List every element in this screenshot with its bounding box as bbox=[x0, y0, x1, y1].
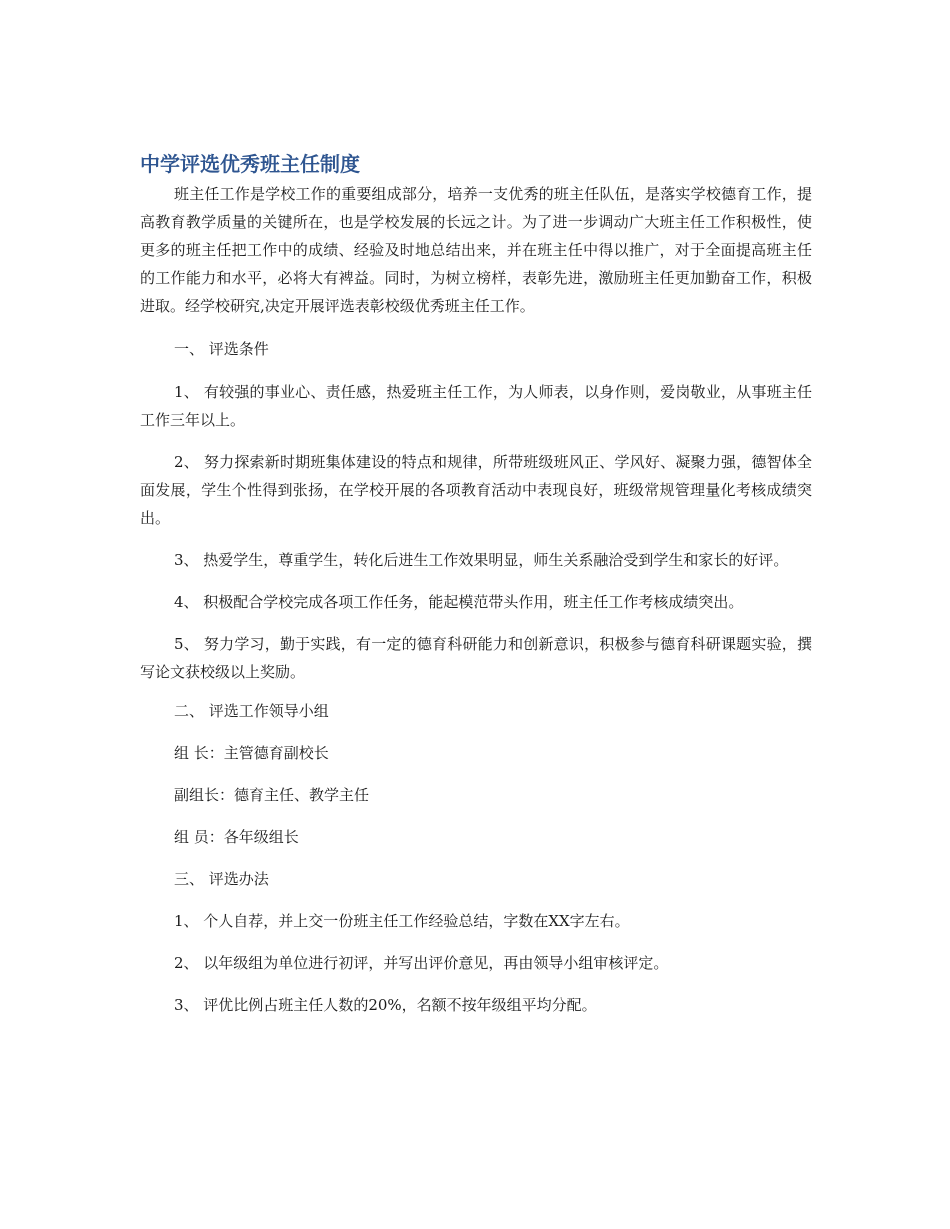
method-item-1: 1、 个人自荐，并上交一份班主任工作经验总结，字数在XX字左右。 bbox=[174, 912, 630, 930]
section-heading-criteria: 一、 评选条件 bbox=[174, 340, 269, 358]
document-page bbox=[140, 150, 812, 1019]
committee-members: 组 员：各年级组长 bbox=[174, 828, 299, 846]
section-heading-method: 三、 评选办法 bbox=[174, 870, 269, 888]
document-title: 中学评选优秀班主任制度 bbox=[140, 152, 360, 176]
method-item-3: 3、 评优比例占班主任人数的20%，名额不按年级组平均分配。 bbox=[174, 996, 597, 1014]
method-item-2: 2、 以年级组为单位进行初评，并写出评价意见，再由领导小组审核评定。 bbox=[174, 954, 669, 972]
section-heading-committee: 二、 评选工作领导小组 bbox=[174, 702, 329, 720]
criteria-item-1: 1、 有较强的事业心、责任感，热爱班主任工作，为人师表，以身作则，爱岗敬业，从事班主任工作三年以上。 bbox=[140, 383, 812, 429]
committee-leader: 组 长：主管德育副校长 bbox=[174, 744, 329, 762]
criteria-item-3: 3、 热爱学生，尊重学生，转化后进生工作效果明显，师生关系融洽受到学生和家长的好评。 bbox=[174, 551, 789, 569]
criteria-item-4: 4、 积极配合学校完成各项工作任务，能起模范带头作用，班主任工作考核成绩突出。 bbox=[174, 593, 744, 611]
intro-paragraph: 班主任工作是学校工作的重要组成部分，培养一支优秀的班主任队伍，是落实学校德育工作，提高教育教学质量的关键所在，也是学校发展的长远之计。为了进一步调动广大班主任工作积极性，使更多的班主任把工作中的成绩、经验及时地总结出来，并在班主任中得以推广，对于全面提高班主任的工作能力和水平，必将大有裨益。同时，为树立榜样，表彰先进，激励班主任更加勤奋工作，积极进取。经学校研究,决定开展评选表彰校级优秀班主任工作。 bbox=[140, 185, 812, 315]
criteria-item-5: 5、 努力学习，勤于实践，有一定的德育科研能力和创新意识，积极参与德育科研课题实验，撰写论文获校级以上奖励。 bbox=[140, 635, 812, 681]
criteria-item-2: 2、 努力探索新时期班集体建设的特点和规律，所带班级班风正、学风好、凝聚力强，德智体全面发展，学生个性得到张扬，在学校开展的各项教育活动中表现良好，班级常规管理量化考核成绩突出。 bbox=[140, 453, 812, 527]
committee-deputy: 副组长：德育主任、教学主任 bbox=[174, 786, 370, 804]
